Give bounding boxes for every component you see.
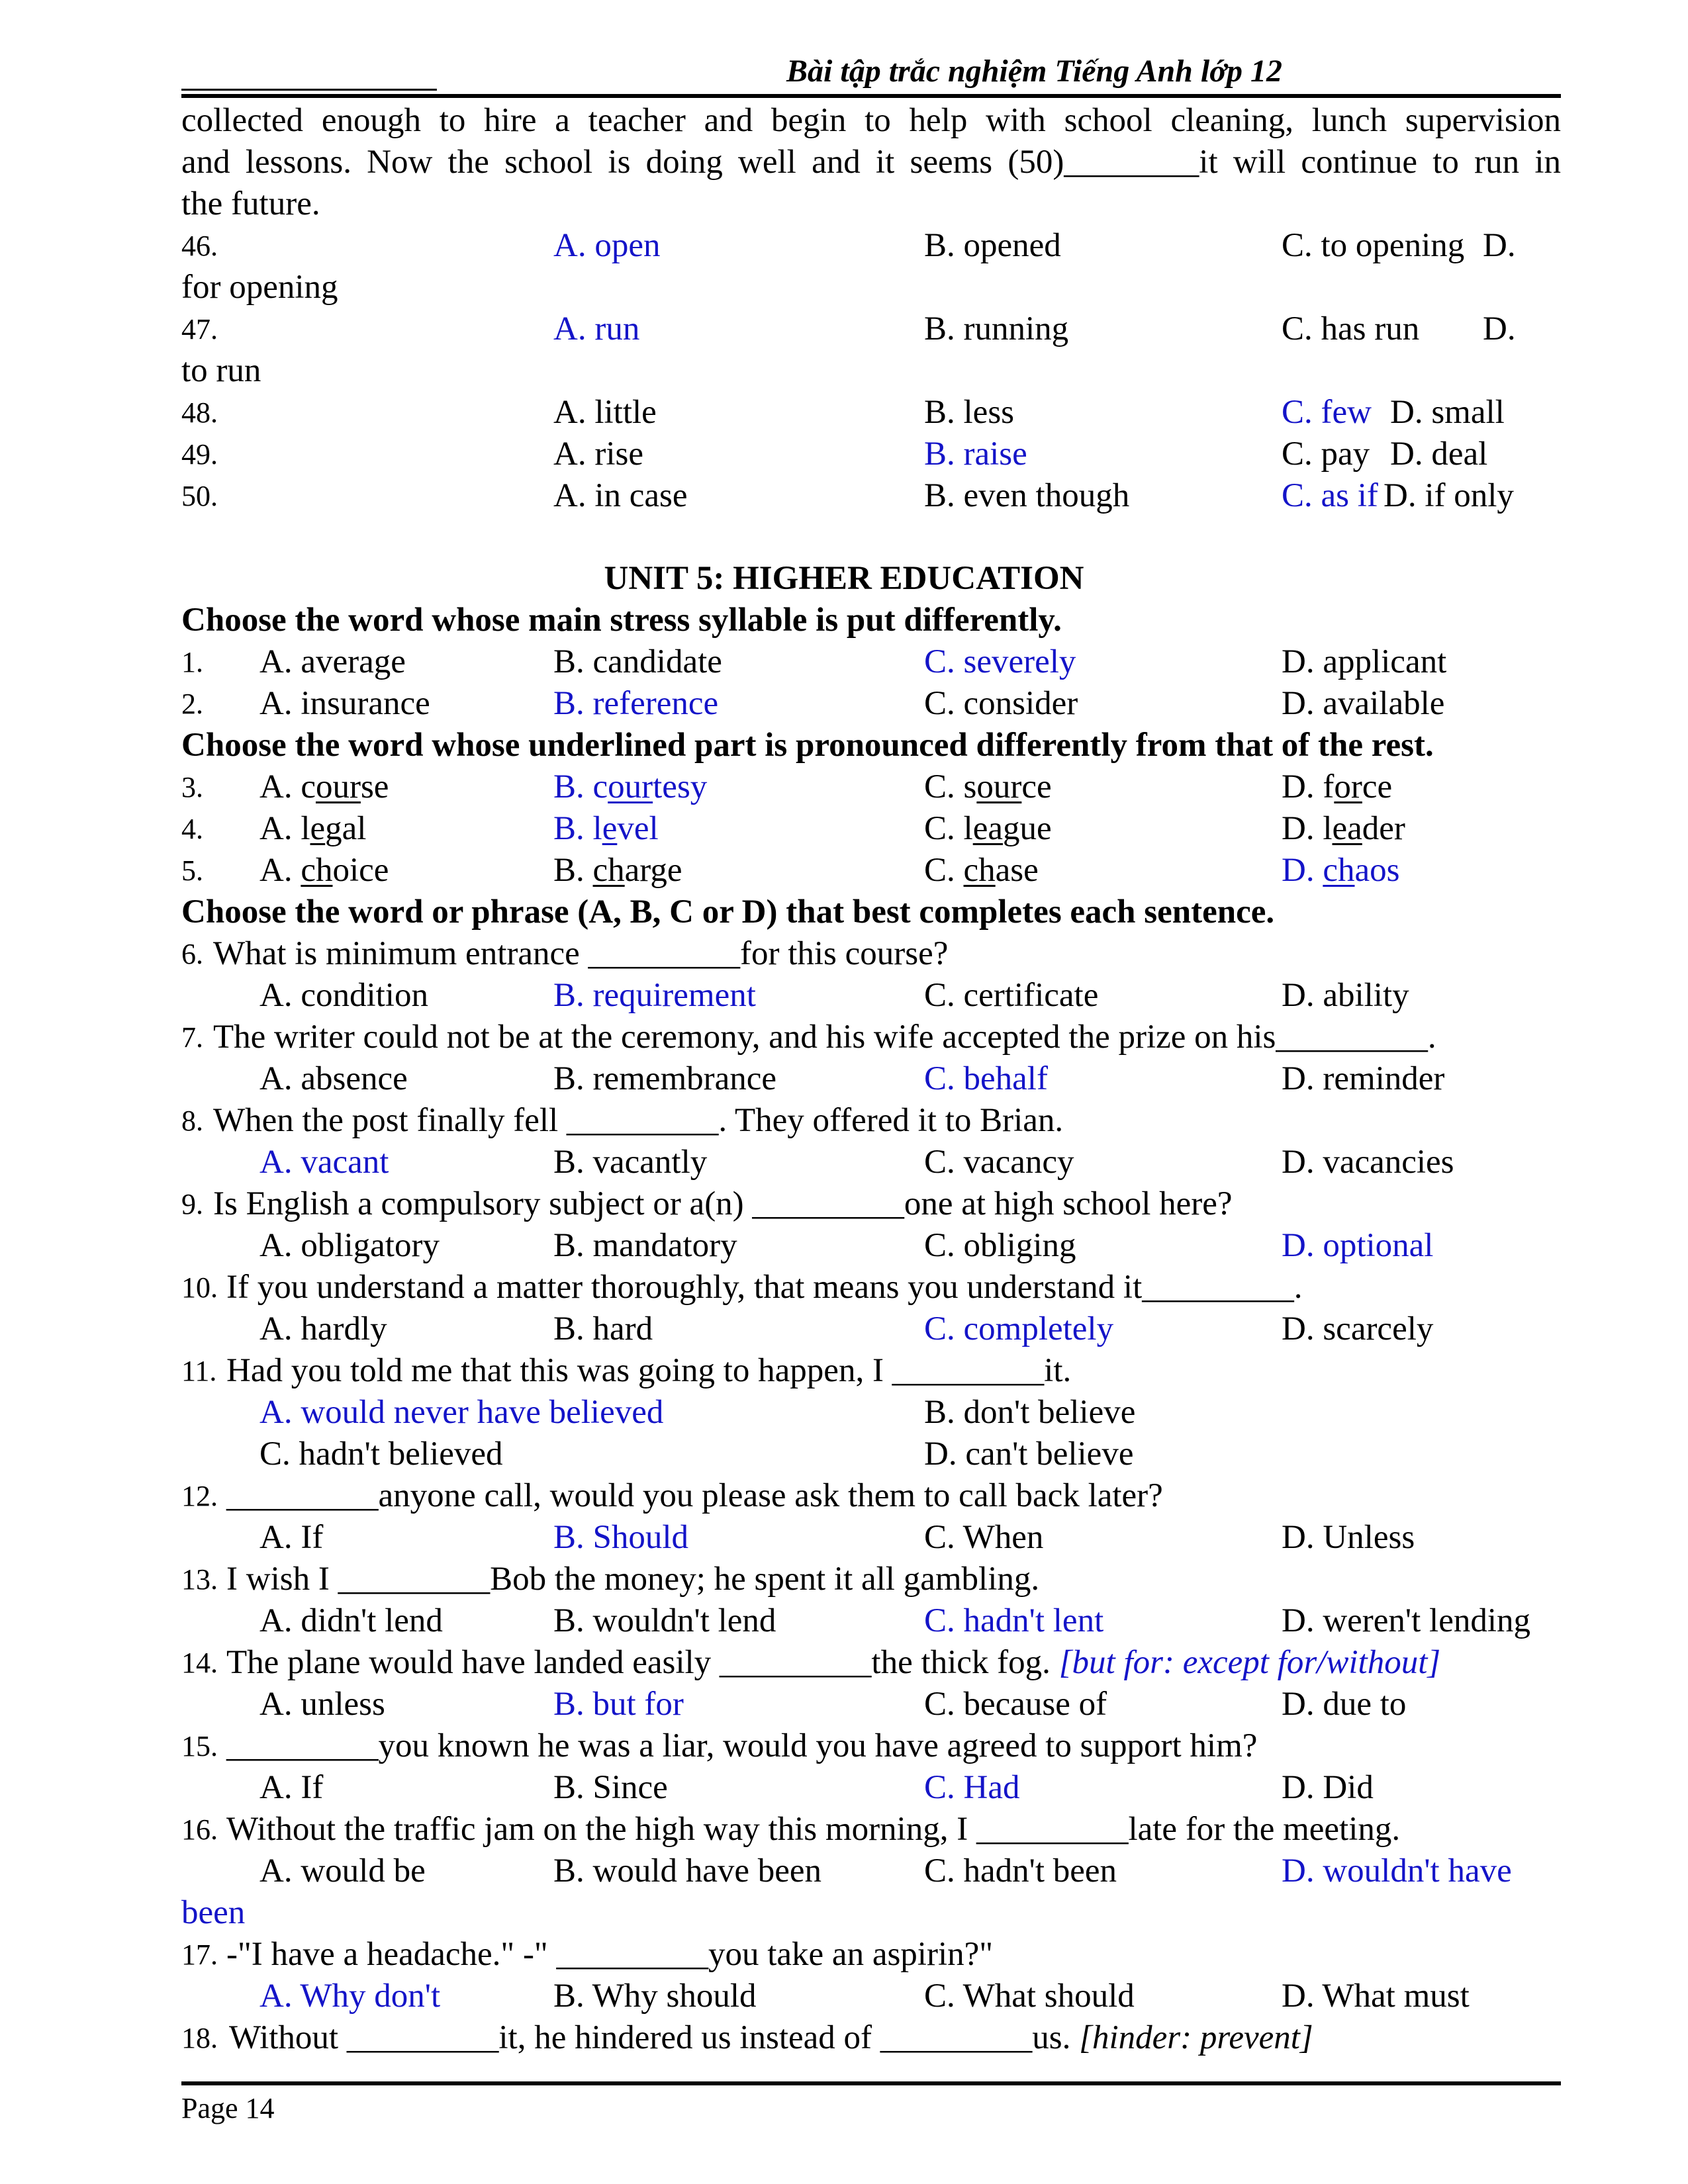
question-number: 9. [181, 1188, 203, 1220]
option-c: C. hadn't been [924, 1852, 1117, 1889]
question-number: 8. [181, 1105, 203, 1137]
page-number: Page 14 [181, 2092, 275, 2124]
option-a: A. legal [259, 810, 367, 847]
header-rule [181, 94, 1561, 98]
instruction-row [0, 891, 1688, 933]
option-d: D. weren't lending [1282, 1602, 1531, 1639]
question-stem-row [0, 1559, 1688, 1600]
question-stem: If you understand a matter thoroughly, that means you understand it_________. [226, 1269, 1303, 1306]
option-b: B. hard [553, 1310, 653, 1347]
options-row [0, 1517, 1688, 1559]
option-a: A. Why don't [259, 1978, 441, 2015]
option-d-cont: for opening [181, 269, 338, 306]
option-d: D. [1483, 227, 1516, 264]
option-c: C. hadn't lent [924, 1602, 1104, 1639]
option-d: D. [1483, 310, 1516, 347]
option-b: B. level [553, 810, 659, 847]
options-row [0, 1225, 1688, 1267]
question-row [0, 683, 1688, 725]
question-stem: The plane would have landed easily _________the thick fog. [but for: except for/without] [226, 1644, 1441, 1681]
question-number: 5. [181, 854, 203, 887]
option-continuation [0, 267, 1688, 308]
option-a: A. If [259, 1769, 324, 1806]
question-stem-row [0, 2017, 1688, 2059]
question-row [0, 392, 1688, 433]
option-a: A. absence [259, 1060, 408, 1097]
options-row [0, 1684, 1688, 1725]
options-row [0, 1392, 1688, 1433]
option-b: B. less [924, 394, 1015, 431]
option-d-cont: to run [181, 352, 261, 389]
question-row [0, 225, 1688, 267]
question-number: 50. [181, 480, 218, 512]
option-b: B. would have been [553, 1852, 822, 1889]
instruction-pronunciation: Choose the word whose underlined part is pronounced differently from that of the rest. [181, 727, 1434, 764]
option-b: B. charge [553, 852, 682, 889]
option-d: D. applicant [1282, 643, 1447, 680]
instruction-row [0, 725, 1688, 766]
question-number: 6. [181, 938, 203, 970]
option-a: A. run [553, 310, 640, 347]
option-a: A. in case [553, 477, 688, 514]
option-d: D. chaos [1282, 852, 1400, 889]
question-stem: The writer could not be at the ceremony, and his wife accepted the prize on his_________. [213, 1019, 1436, 1056]
option-b: B. courtesy [553, 768, 708, 805]
passage-line [0, 183, 1688, 225]
question-number: 10. [181, 1271, 218, 1304]
options-row [0, 1058, 1688, 1100]
option-b: B. requirement [553, 977, 756, 1014]
option-a: A. average [259, 643, 406, 680]
instruction-complete: Choose the word or phrase (A, B, C or D) that best completes each sentence. [181, 893, 1275, 931]
option-b: B. vacantly [553, 1144, 708, 1181]
option-d: D. vacancies [1282, 1144, 1454, 1181]
option-b: B. candidate [553, 643, 722, 680]
question-number: 16. [181, 1813, 218, 1846]
question-stem-row [0, 1267, 1688, 1308]
option-c: C. When [924, 1519, 1044, 1556]
question-stem: Without the traffic jam on the high way this morning, I _________late for the meeting. [226, 1811, 1401, 1848]
option-d: D. reminder [1282, 1060, 1445, 1097]
option-a: A. would never have believed [259, 1394, 664, 1431]
note: [hinder: prevent] [1079, 2019, 1313, 2056]
option-c: C. as if [1282, 477, 1378, 514]
question-row [0, 308, 1688, 350]
option-c: C. certificate [924, 977, 1099, 1014]
option-b: B. mandatory [553, 1227, 737, 1264]
question-number: 1. [181, 646, 203, 678]
question-row [0, 766, 1688, 808]
option-c: C. completely [924, 1310, 1114, 1347]
footer-rule [181, 2081, 1561, 2085]
option-d: D. can't believe [924, 1435, 1134, 1473]
passage-line [0, 142, 1688, 183]
question-number: 7. [181, 1021, 203, 1054]
instruction-stress: Choose the word whose main stress syllable is put differently. [181, 602, 1062, 639]
option-c: C. chase [924, 852, 1039, 889]
question-row [0, 850, 1688, 891]
option-d: D. due to [1282, 1686, 1407, 1723]
question-stem-row [0, 1017, 1688, 1058]
option-c: C. Had [924, 1769, 1020, 1806]
option-c: C. consider [924, 685, 1078, 722]
unit-title: UNIT 5: HIGHER EDUCATION [604, 560, 1084, 597]
options-row [0, 1976, 1688, 2017]
question-stem: Without _________it, he hindered us instead of _________us. [hinder: prevent] [229, 2019, 1313, 2056]
option-a: A. hardly [259, 1310, 387, 1347]
question-stem-row [0, 1642, 1688, 1684]
option-c: C. vacancy [924, 1144, 1074, 1181]
instruction-row [0, 600, 1688, 641]
option-c: C. obliging [924, 1227, 1076, 1264]
header-title: Bài tập trắc nghiệm Tiếng Anh lớp 12 [786, 54, 1282, 89]
option-d: D. deal [1390, 435, 1488, 473]
option-a: A. rise [553, 435, 643, 473]
question-number: 13. [181, 1563, 218, 1596]
option-d: D. Unless [1282, 1519, 1415, 1556]
passage-text: collected enough to hire a teacher and begin to help with school cleaning, lunch supervision [181, 102, 1561, 139]
question-stem: _________you known he was a liar, would you have agreed to support him? [226, 1727, 1258, 1764]
question-stem-row [0, 1934, 1688, 1976]
question-stem: What is minimum entrance _________for this course? [213, 935, 949, 972]
option-c: C. has run [1282, 310, 1420, 347]
option-b: B. raise [924, 435, 1027, 473]
question-stem-row [0, 1183, 1688, 1225]
question-row [0, 475, 1688, 517]
question-number: 49. [181, 438, 218, 471]
option-a: A. insurance [259, 685, 430, 722]
option-a: A. little [553, 394, 657, 431]
options-row [0, 1433, 1688, 1475]
option-d: D. optional [1282, 1227, 1434, 1264]
option-a: A. obligatory [259, 1227, 440, 1264]
question-number: 15. [181, 1730, 218, 1762]
option-a: A. course [259, 768, 389, 805]
option-d-cont: been [181, 1894, 246, 1931]
option-a: A. choice [259, 852, 389, 889]
options-row [0, 1142, 1688, 1183]
options-row [0, 1308, 1688, 1350]
option-c: C. pay [1282, 435, 1370, 473]
option-c: C. league [924, 810, 1052, 847]
option-d: D. if only [1383, 477, 1514, 514]
option-c: C. few [1282, 394, 1372, 431]
passage-text: the future. [181, 185, 320, 222]
option-continuation [0, 350, 1688, 392]
question-number: 2. [181, 688, 203, 720]
header-left-line [181, 89, 437, 91]
option-b: B. even though [924, 477, 1130, 514]
option-b: B. but for [553, 1686, 684, 1723]
question-stem-row [0, 1100, 1688, 1142]
option-b: B. reference [553, 685, 719, 722]
question-stem-row [0, 1475, 1688, 1517]
option-b: B. don't believe [924, 1394, 1136, 1431]
option-d: D. scarcely [1282, 1310, 1434, 1347]
options-row [0, 975, 1688, 1017]
question-stem-row [0, 1350, 1688, 1392]
question-stem: _________anyone call, would you please ask them to call back later? [226, 1477, 1163, 1514]
unit-title-row [0, 558, 1688, 600]
question-number: 14. [181, 1647, 218, 1679]
option-b: B. opened [924, 227, 1061, 264]
option-b: B. Why should [553, 1978, 757, 2015]
option-c: C. because of [924, 1686, 1107, 1723]
question-stem: -"I have a headache." -" _________you take an aspirin?" [226, 1936, 994, 1973]
option-c: C. What should [924, 1978, 1135, 2015]
question-number: 48. [181, 396, 218, 429]
option-a: A. open [553, 227, 661, 264]
question-row [0, 808, 1688, 850]
note: [but for: except for/without] [1058, 1644, 1441, 1681]
option-c: C. to opening [1282, 227, 1465, 264]
question-stem: I wish I _________Bob the money; he spent it all gambling. [226, 1561, 1040, 1598]
question-row [0, 433, 1688, 475]
option-d: D. available [1282, 685, 1445, 722]
question-stem: Is English a compulsory subject or a(n) _________one at high school here? [213, 1185, 1233, 1222]
option-a: A. didn't lend [259, 1602, 443, 1639]
options-row [0, 1850, 1688, 1892]
option-c: C. hadn't believed [259, 1435, 503, 1473]
question-stem: Had you told me that this was going to happen, I _________it. [226, 1352, 1072, 1389]
option-a: A. vacant [259, 1144, 389, 1181]
question-number: 46. [181, 230, 218, 262]
option-d: D. What must [1282, 1978, 1470, 2015]
option-c: C. severely [924, 643, 1076, 680]
question-number: 11. [181, 1355, 217, 1387]
passage-text: and lessons. Now the school is doing well and it seems (50)________it will continue to run in [181, 144, 1561, 181]
option-d: D. force [1282, 768, 1393, 805]
option-d: D. ability [1282, 977, 1409, 1014]
question-stem-row [0, 1809, 1688, 1850]
option-d: D. Did [1282, 1769, 1374, 1806]
question-stem: When the post finally fell _________. They offered it to Brian. [213, 1102, 1064, 1139]
option-d: D. wouldn't have [1282, 1852, 1512, 1889]
question-row [0, 641, 1688, 683]
option-c: C. behalf [924, 1060, 1048, 1097]
options-row [0, 1767, 1688, 1809]
option-d: D. small [1390, 394, 1505, 431]
question-number: 3. [181, 771, 203, 803]
question-number: 4. [181, 813, 203, 845]
question-number: 18. [181, 2022, 218, 2054]
option-a: A. would be [259, 1852, 426, 1889]
passage-line [0, 100, 1688, 142]
question-number: 12. [181, 1480, 218, 1512]
option-a: A. If [259, 1519, 324, 1556]
question-stem-row [0, 933, 1688, 975]
option-b: B. Since [553, 1769, 668, 1806]
option-c: C. source [924, 768, 1052, 805]
option-a: A. unless [259, 1686, 385, 1723]
question-stem-row [0, 1725, 1688, 1767]
option-d: D. leader [1282, 810, 1405, 847]
option-continuation [0, 1892, 1688, 1934]
option-b: B. running [924, 310, 1069, 347]
option-b: B. Should [553, 1519, 689, 1556]
option-a: A. condition [259, 977, 428, 1014]
options-row [0, 1600, 1688, 1642]
question-number: 17. [181, 1938, 218, 1971]
question-number: 47. [181, 313, 218, 345]
option-b: B. wouldn't lend [553, 1602, 776, 1639]
option-b: B. remembrance [553, 1060, 777, 1097]
